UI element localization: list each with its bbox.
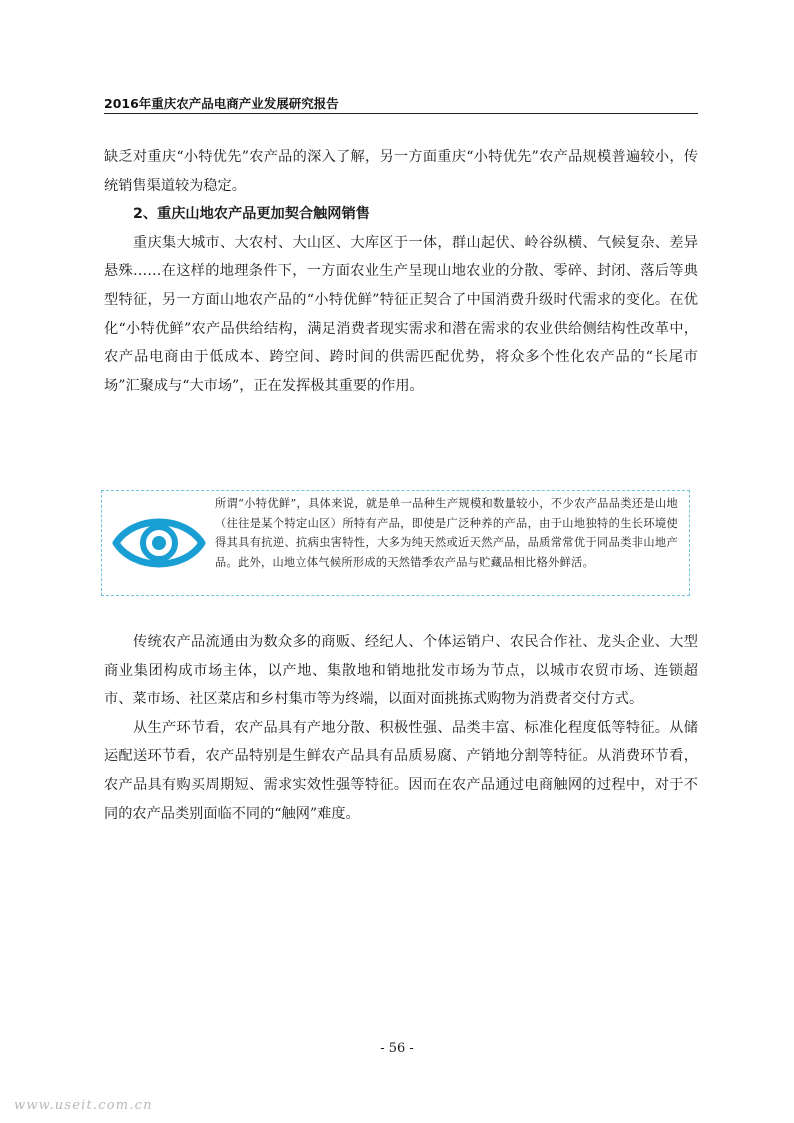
paragraph-continuation: 缺乏对重庆“小特优先”农产品的深入了解，另一方面重庆“小特优先”农产品规模普遍较小，传统销售渠道较为稳定。 bbox=[104, 149, 698, 194]
watermark: www.useit.com.cn bbox=[14, 1098, 153, 1113]
paragraph-traditional-circulation: 传统农产品流通由为数众多的商贩、经纪人、个体运销户、农民合作社、龙头企业、大型商业集团构成市场主体，以产地、集散地和销地批发市场为节点，以城市农贸市场、连锁超市、菜市场、社区菜店和乡村集市等为终端，以面对面挑拣式购物为消费者交付方式。 bbox=[104, 634, 698, 708]
paragraph-production-links: 从生产环节看，农产品具有产地分散、积极性强、品类丰富、标准化程度低等特征。从储运配送环节看，农产品特别是生鲜农产品具有品质易腐、产销地分割等特征。从消费环节看，农产品具有购买周期短、需求实效性强等特征。因而在农产品通过电商触网的过程中，对于不同的农产品类别面临不同的“触网”难度。 bbox=[104, 719, 698, 822]
page-number: - 56 - bbox=[380, 1041, 414, 1056]
body-section-top bbox=[104, 143, 698, 400]
callout-definition-text: 所谓“小特优鲜”，具体来说，就是单一品种生产规模和数量较小，不少农产品品类还是山地（往往是某个特定山区）所特有产品，即使是广泛种养的产品，由于山地独特的生长环境使得其具有抗逆、抗病虫害特性，大多为纯天然或近天然产品，品质常常优于同品类非山地产品。此外，山地立体气候所形成的天然错季农产品与贮藏品相比格外鲜活。 bbox=[215, 497, 678, 569]
section-heading: 2、重庆山地农产品更加契合触网销售 bbox=[133, 206, 370, 223]
paragraph-mountain-agriculture: 重庆集大城市、大农村、大山区、大库区于一体，群山起伏、岭谷纵横、气候复杂、差异悬殊……在这样的地理条件下，一方面农业生产呈现山地农业的分散、零碎、封闭、落后等典型特征，另一方面山地农产品的“小特优鲜”特征正契合了中国消费升级时代需求的变化。在优化“小特优鲜”农产品供给结构，满足消费者现实需求和潜在需求的农业供给侧结构性改革中，农产品电商由于低成本、跨空间、跨时间的供需匹配优势，将众多个性化农产品的“长尾市场”汇聚成与“大市场”，正在发挥极其重要的作用。 bbox=[104, 234, 698, 394]
eye-icon bbox=[112, 511, 206, 575]
header-divider bbox=[104, 113, 698, 114]
report-header-title: 2016年重庆农产品电商产业发展研究报告 bbox=[104, 96, 339, 111]
body-section-bottom bbox=[104, 628, 698, 828]
